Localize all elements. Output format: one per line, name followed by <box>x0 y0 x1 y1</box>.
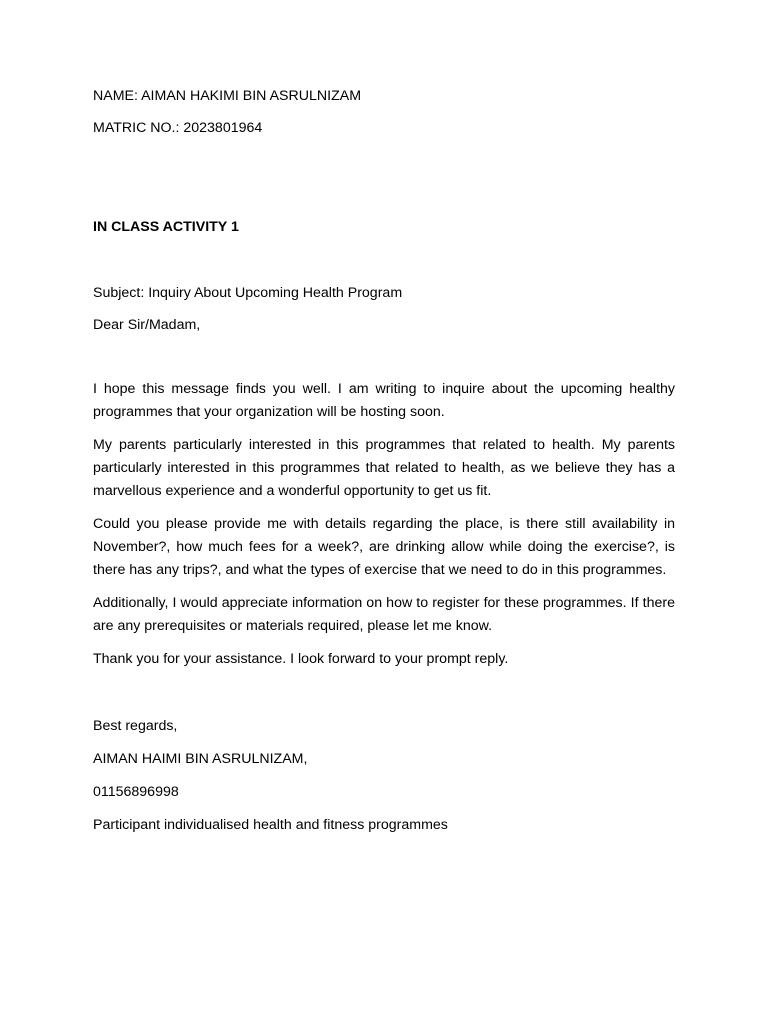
body-paragraph-3: Could you please provide me with details regarding the place, is there still availability in November?, how much fees for a week?, are drinking allow while doing the exercise?, is there has any trips?, and what the types of exercise that we need to do in this programmes. <box>93 516 675 578</box>
body-paragraph-5: Thank you for your assistance. I look forward to your prompt reply. <box>93 651 509 667</box>
body-paragraph-1: I hope this message finds you well. I am writing to inquire about the upcoming healthy programmes that your organization will be hosting soon. <box>93 381 675 420</box>
letter-salutation: Dear Sir/Madam, <box>93 317 201 333</box>
letter-subject: Subject: Inquiry About Upcoming Health Program <box>93 285 403 301</box>
closing-regards: Best regards, <box>93 718 178 734</box>
body-paragraph-4: Additionally, I would appreciate information on how to register for these programmes. If there are any prerequisites or materials required, please let me know. <box>93 595 675 634</box>
activity-title: IN CLASS ACTIVITY 1 <box>93 219 239 235</box>
signer-role: Participant individualised health and fitness programmes <box>93 817 448 833</box>
student-name: NAME: AIMAN HAKIMI BIN ASRULNIZAM <box>93 88 362 104</box>
signer-phone: 01156896998 <box>93 784 179 800</box>
matric-number: MATRIC NO.: 2023801964 <box>93 120 263 136</box>
body-paragraph-2: My parents particularly interested in this programmes that related to health. My parents particularly interested in this programmes that related to health, as we believe they has a marvellous experience and a wonderful opportunity to get us fit. <box>93 437 675 499</box>
signer-name: AIMAN HAIMI BIN ASRULNIZAM, <box>93 751 308 767</box>
